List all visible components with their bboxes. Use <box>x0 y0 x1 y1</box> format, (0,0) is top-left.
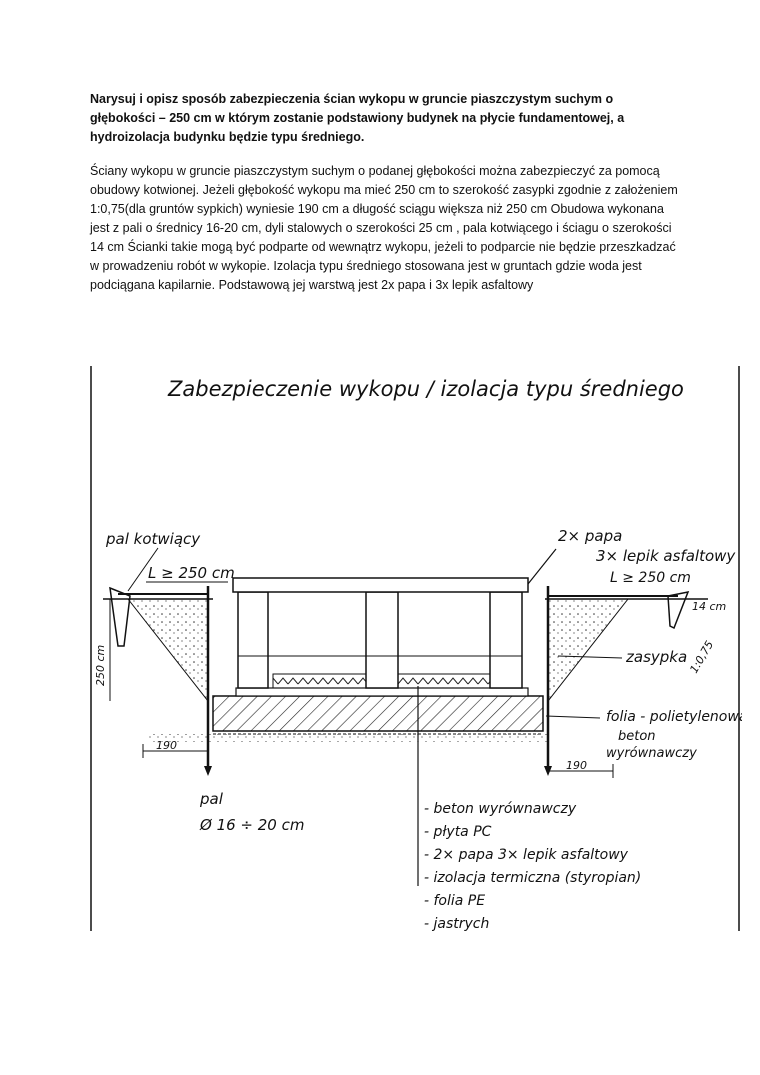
label-pal-kotwiacy: pal kotwiący <box>106 530 201 548</box>
subgrade <box>148 734 548 742</box>
label-slope: 1:0,75 <box>687 638 717 676</box>
backfill-left <box>128 599 208 701</box>
right-dim-label: 190 <box>566 759 587 772</box>
floor-layer-right <box>398 674 498 688</box>
label-folia: folia - polietylenowa <box>606 709 742 725</box>
label-tie-width: 14 cm <box>692 600 727 613</box>
layer-list <box>424 801 641 931</box>
task-heading: Narysuj i opisz sposób zabezpieczenia ścian wykopu w gruncie piaszczystym suchym o głębokości – 250 cm w którym zostanie podstawiony budynek na płycie fundamentowej, a hydroizolacja budynku będzie typu średniego. <box>90 92 625 144</box>
label-right-tie: L ≥ 250 cm <box>610 570 691 586</box>
anchor-pile-right <box>668 592 688 628</box>
drawing-canvas <box>88 356 742 931</box>
answer-text <box>90 162 680 295</box>
floor-layer-left <box>273 674 373 688</box>
backfill-right <box>548 599 628 701</box>
label-beton: beton <box>618 729 656 744</box>
layer-item: - 2× papa 3× lepik asfaltowy <box>424 847 628 863</box>
excavation-drawing <box>88 356 742 931</box>
layer-item: - folia PE <box>424 893 486 909</box>
layer-item: - płyta PC <box>424 824 492 840</box>
foundation-slab <box>213 696 543 731</box>
label-left-tie: L ≥ 250 cm <box>148 564 235 582</box>
pile-tip-left <box>204 766 212 776</box>
answer-paragraph: Ściany wykopu w gruncie piaszczystym suchym o podanej głębokości można zabezpieczyć za pomocą obudowy kotwionej. Jeżeli głębokość wykopu ma mieć 250 cm to szerokość zasypki zgodnie z założeniem 1:0,75(dla gruntów sypkich) wyniesie 190 cm a długość sciągu większa niż 250 cm Obudowa wykonana jest z pali o średnicy 16-20 cm, dyli stalowych o szerokości 25 cm , pala kotwiącego i ściagu o szerokości 14 cm Ścianki takie mogą być podparte od wewnątrz wykopu, jeżeli to podparcie nie będzie przeszkadzać w prowadzeniu robót w wykopie. Izolacja typu średniego stosowana jest w gruntach gdzie woda jest podciągana kapilarnie. Podstawową jej warstwą jest 2x papa i 3x lepik asfaltowy <box>90 164 678 292</box>
layer-item: - beton wyrównawczy <box>424 801 577 817</box>
wall-right <box>490 592 522 688</box>
layer-item: - izolacja termiczna (styropian) <box>424 870 642 886</box>
depth-label: 250 cm <box>94 644 107 686</box>
drawing-title: Zabezpieczenie wykopu / izolacja typu średniego <box>168 377 684 401</box>
papa-leader <box>528 549 556 584</box>
label-pal-diameter: Ø 16 ÷ 20 cm <box>200 816 305 834</box>
layer-item: - jastrych <box>424 916 490 931</box>
insulation-strip <box>236 688 528 696</box>
wall-middle <box>366 592 398 688</box>
label-pal: pal <box>200 790 223 808</box>
label-papa: 2× papa <box>558 527 623 545</box>
anchor-pile-left <box>110 588 130 646</box>
left-dim-label: 190 <box>156 739 177 752</box>
label-wyrownawczy: wyrównawczy <box>606 746 697 761</box>
label-zasypka: zasypka <box>626 648 688 666</box>
folia-leader <box>546 716 600 718</box>
roof-slab <box>233 578 528 592</box>
wall-left <box>238 592 268 688</box>
label-lepik: 3× lepik asfaltowy <box>596 547 736 565</box>
